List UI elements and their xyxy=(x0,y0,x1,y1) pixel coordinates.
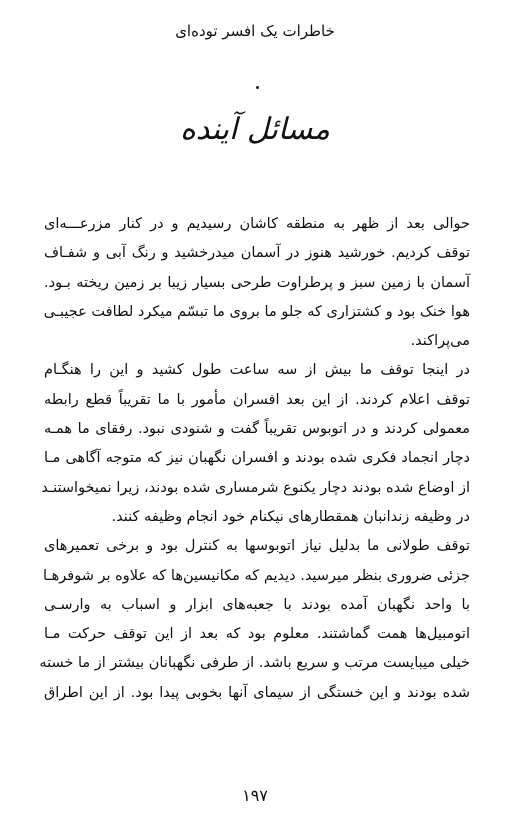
text-line: خیلی میبایست مرتب و سریع باشد. از طرفی نگهبانان بیشتر از ما خسته xyxy=(39,655,470,672)
paragraph-3 xyxy=(39,532,470,708)
text-line: جزئی ضروری بنظر میرسید. دیدیم که مکانیسین‌ها که علاوه بر شوفرهـا xyxy=(42,567,470,584)
text-line: معمولی کردند و در اتوبوس تقریباً گفت و شنودی نبود. رفقای ما همـه xyxy=(44,421,470,438)
text-line: شده بودند و این خستگی از سیمای آنها بخوبی پیدا بود. از این اطراق xyxy=(44,684,470,701)
paragraph-1 xyxy=(44,210,470,356)
text-line: در وظیفه زندانبان همقطارهای نیکنام خود انجام وظیفه کنند. xyxy=(111,508,470,525)
body-text xyxy=(39,210,470,708)
text-line: هوا خنک بود و کشتزاری که جلو ما بروی ما تبسّم میکرد لطافت عجیبـی xyxy=(43,303,470,320)
text-line: در اینجا توقف ما بیش از سه ساعت طول کشید و این را هنگـام xyxy=(44,362,470,379)
text-line: اتومبیل‌ها همت گماشتند. معلوم بود که بعد از این توقف حرکت مـا xyxy=(44,626,470,643)
running-header: خاطرات یک افسر توده‌ای xyxy=(175,22,335,40)
paragraph-2 xyxy=(41,356,470,532)
text-line: با واحد نگهبان آمده بودند با جعبه‌های ابزار و اسباب به وارسـی xyxy=(44,596,470,613)
text-line: توقف کردیم. خورشید هنوز در آسمان میدرخشید و رنگ آبی و شفـاف xyxy=(44,245,470,262)
ornament-dot xyxy=(256,86,259,89)
text-line: توقف طولانی ما بدلیل نیاز اتوبوسها به کنترل بود و برخی تعمیرهای xyxy=(44,538,470,555)
text-line: دچار انجماد فکری شده بودند و افسران نگهبان نیز که متوجه آگاهی مـا xyxy=(44,450,470,467)
text-line: حوالی بعد از ظهر به منطقه کاشان رسیدیم و در کنار مزرعـــه‌ای xyxy=(44,216,470,232)
chapter-title: مسائل آینده xyxy=(180,112,330,147)
page-number: ۱۹۷ xyxy=(242,786,268,805)
text-line: از اوضاع شده بودند دچار یکنوع شرمساری شده بودند، زیرا نمیخواستنـد xyxy=(41,479,470,496)
text-line: توقف اعلام کردند. از این بعد افسران مأمور با ما تقریباً قطع رابطه xyxy=(44,391,470,408)
text-line: آسمان با زمین سبز و پرطراوت طرحی بسیار زیبا بر زمین ریخته بـود. xyxy=(44,274,470,291)
text-line: می‌پراکند. xyxy=(410,333,470,350)
